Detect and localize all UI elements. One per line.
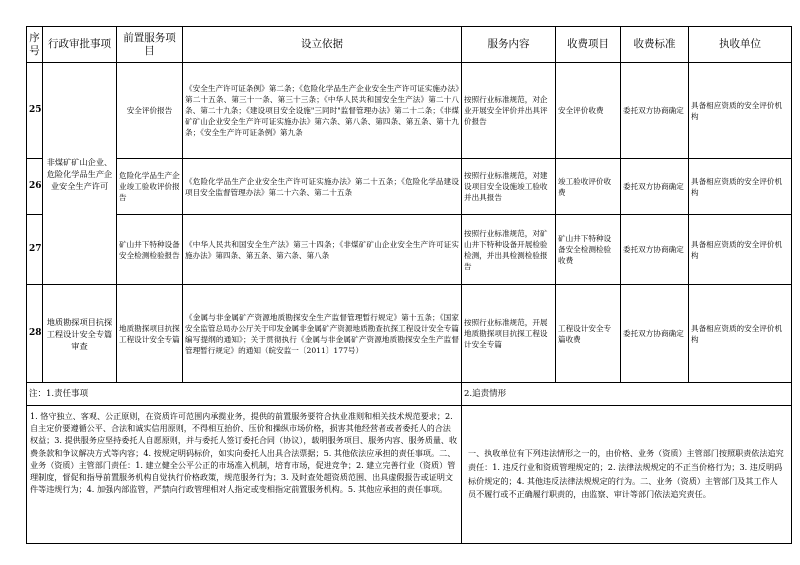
- row-content: 按照行业标准规范，开展地质勘探项目抗探工程设计安全专篇: [462, 285, 556, 383]
- row-content: 按照行业标准规范，对建设项目安全设施竣工验收并出具报告: [462, 159, 556, 215]
- table-row: [27, 215, 792, 285]
- row-seq: 26: [27, 159, 43, 215]
- row-basis: 《金属与非金属矿产资源地质勘探安全生产监督管理暂行规定》第十五条；《国家安全监管总局办公厅关于印发金属非金属矿产资源地质勘查抗探工程设计安全专篇编写提纲的通知》；关于贯彻执行《金属与非金属矿产资源地质勘探安全生产监督管理暂行规定》的通知（皖安监一〔2011〕177号）: [183, 285, 462, 383]
- row-collector: 具备相应资质的安全评价机构: [689, 63, 792, 159]
- fee-schedule-table: [26, 26, 792, 544]
- row-fee-item: 安全评价收费: [556, 63, 621, 159]
- row-seq: 28: [27, 285, 43, 383]
- header-seq: 序号: [27, 27, 43, 63]
- row-fee-standard: 委托双方协商确定: [621, 63, 689, 159]
- fee-schedule-table-wrapper: [26, 26, 791, 544]
- header-approval: 行政审批事项: [43, 27, 117, 63]
- row-fee-standard: 委托双方协商确定: [621, 159, 689, 215]
- header-fee-standard: 收费标准: [621, 27, 689, 63]
- responsibility-text: 1. 恪守独立、客观、公正原则，在资质许可范围内承揽业务，提供的前置服务要符合执业准则和相关技术规范要求；2. 自主定价要遵循公平、合法和诚实信用原则，不得相互抬价、压价和操纵市场价格，损害其他经营者或者委托人的合法权益；3. 提供服务应坚持委托人自愿原则，并与委托人签订委托合同（协议），载明服务项目、服务内容、服务质量、收费条款和争议解决方式等内容；4. 按规定明码标价，如实向委托人出具合法票据；5. 其他依法应承担的责任事项。二、业务（资质）主管部门责任：1. 建立健全公平公正的市场准入机制，培育市场，促进竞争；2. 建立完善行业（资质）管理制度，督促和指导前置服务机构自觉执行价格政策，规范服务行为；3. 及时查处超资质范围、出具虚假报告或证明文件等违规行为；4. 加强内部监管，严禁向行政管理相对人指定或变相指定前置服务机构。5. 其他应承担的责任事项。: [27, 406, 462, 544]
- row-service: 矿山井下特种设备安全检测检验报告: [117, 215, 183, 285]
- row-approval-merged: 非煤矿矿山企业、危险化学品生产企业安全生产许可: [43, 63, 117, 285]
- accountability-text: 一、执收单位有下列违法情形之一的，由价格、业务（资质）主管部门按照职责依法追究责任：1. 违反行业和资质管理规定的；2. 法律法规规定的不正当价格行为；3. 违反明码标价规定的；4. 其他违反法律法规规定的行为。二、业务（资质）主管部门及其工作人员不履行或不正确履行职责的，由监察、审计等部门依法追究责任。: [462, 406, 792, 544]
- row-fee-standard: 委托双方协商确定: [621, 215, 689, 285]
- notes-label-row: [27, 383, 792, 406]
- row-service: 危险化学品生产企业竣工验收评价报告: [117, 159, 183, 215]
- header-fee-item: 收费项目: [556, 27, 621, 63]
- header-basis: 设立依据: [183, 27, 462, 63]
- row-content: 按照行业标准规范，对企业开展安全评价并出具评价报告: [462, 63, 556, 159]
- row-basis: 《危险化学品生产企业安全生产许可证实施办法》第二十五条；《危险化学品建设项目安全监督管理办法》第二十六条、第二十五条: [183, 159, 462, 215]
- row-fee-standard: 委托双方协商确定: [621, 285, 689, 383]
- row-service: 安全评价报告: [117, 63, 183, 159]
- row-basis: 《安全生产许可证条例》第二条；《危险化学品生产企业安全生产许可证实施办法》第二十五条、第三十一条、第三十三条；《中华人民共和国安全生产法》第二十八条、第二十九条；《建设项目安全设施"三同时"监督管理办法》第二十二条；《非煤矿矿山企业安全生产许可证实施办法》第六条、第八条、第四条、第五条、第十九条；《安全生产许可证条例》第九条: [183, 63, 462, 159]
- row-fee-item: 矿山井下特种设备安全检测检验收费: [556, 215, 621, 285]
- row-service: 地质勘探项目抗探工程设计安全专篇: [117, 285, 183, 383]
- table-row: [27, 159, 792, 215]
- row-seq: 25: [27, 63, 43, 159]
- row-seq: 27: [27, 215, 43, 285]
- row-collector: 具备相应资质的安全评价机构: [689, 159, 792, 215]
- header-service: 前置服务项目: [117, 27, 183, 63]
- row-basis: 《中华人民共和国安全生产法》第三十四条；《非煤矿矿山企业安全生产许可证实施办法》第四条、第五条、第六条、第八条: [183, 215, 462, 285]
- row-content: 按照行业标准规范，对矿山井下特种设备开展检验检测，并出具检测检验报告: [462, 215, 556, 285]
- header-row: [27, 27, 792, 63]
- row-fee-item: 工程设计安全专篇收费: [556, 285, 621, 383]
- row-collector: 具备相应资质的安全评价机构: [689, 215, 792, 285]
- header-content: 服务内容: [462, 27, 556, 63]
- row-fee-item: 竣工验收评价收费: [556, 159, 621, 215]
- notes-body-row: [27, 406, 792, 544]
- header-collector: 执收单位: [689, 27, 792, 63]
- note-accountability-label: 2.追责情形: [462, 383, 792, 406]
- row-approval: 地质勘探项目抗探工程设计安全专篇审查: [43, 285, 117, 383]
- note-responsibility-label: 注：1.责任事项: [27, 383, 462, 406]
- table-row: [27, 285, 792, 383]
- table-row: [27, 63, 792, 159]
- row-collector: 具备相应资质的安全评价机构: [689, 285, 792, 383]
